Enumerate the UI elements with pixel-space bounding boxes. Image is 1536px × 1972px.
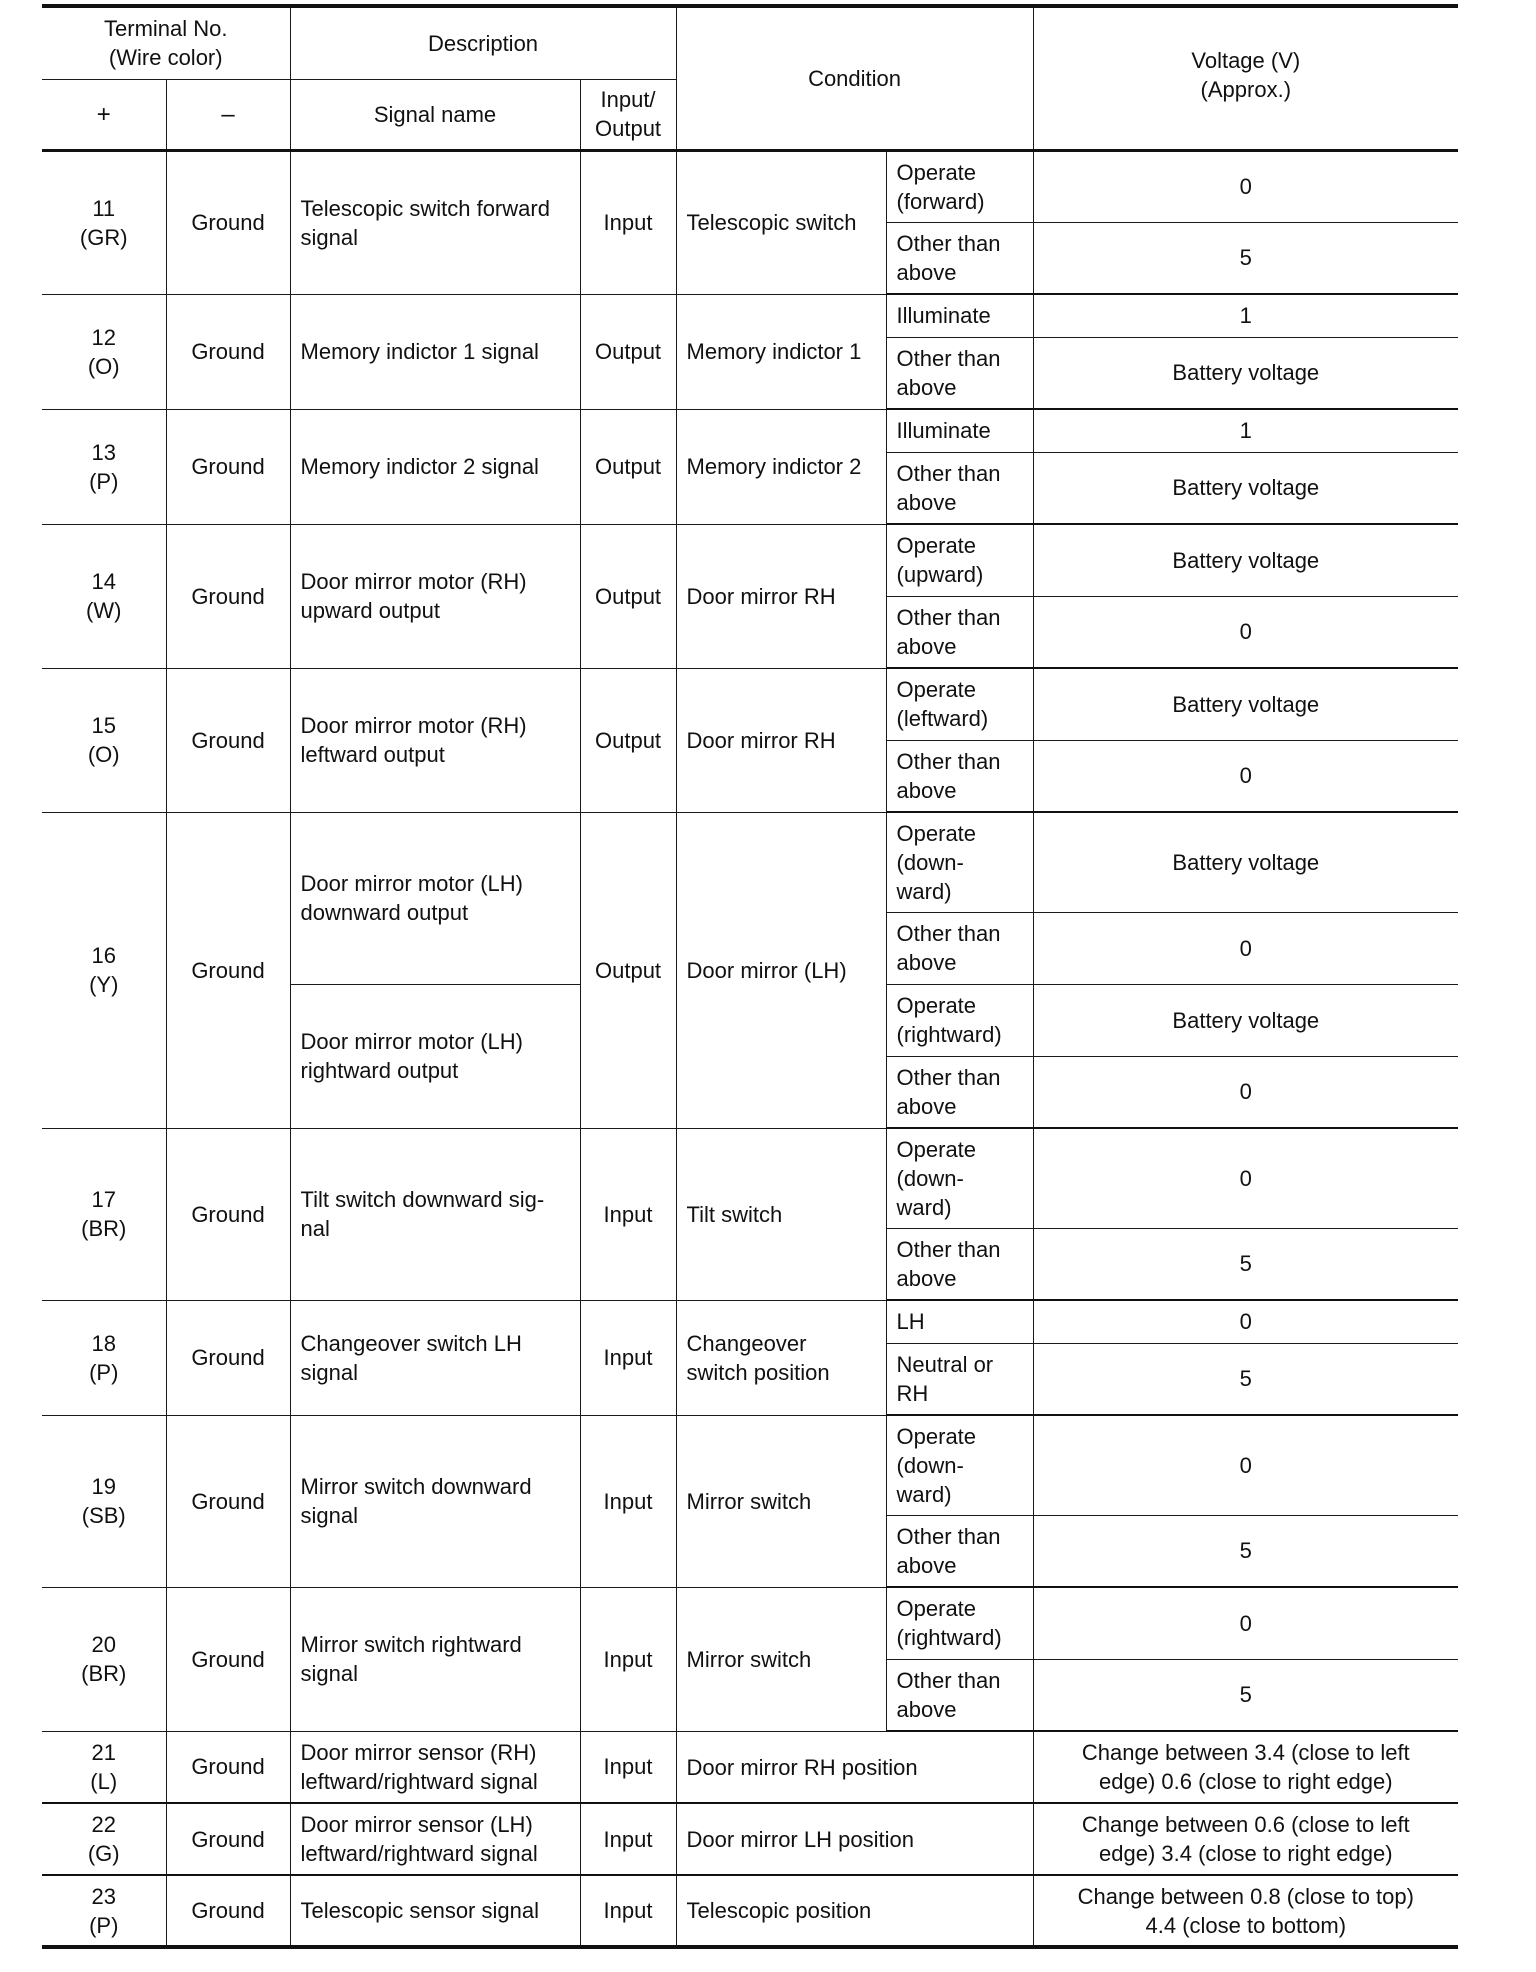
condition-state: Operate (upward) — [886, 524, 1033, 596]
condition-state: Operate (down- ward) — [886, 1128, 1033, 1228]
voltage-cell: 0 — [1033, 740, 1458, 812]
voltage-cell: Change between 0.6 (close to left edge) 3.4 (close to right edge) — [1033, 1803, 1458, 1875]
condition-cell: Mirror switch — [676, 1415, 886, 1587]
condition-cell: Door mirror RH — [676, 524, 886, 668]
voltage-cell: Battery voltage — [1033, 452, 1458, 524]
voltage-cell: 5 — [1033, 1659, 1458, 1731]
condition-state: Other than above — [886, 912, 1033, 984]
condition-cell: Telescopic switch — [676, 150, 886, 294]
ground-cell: Ground — [166, 150, 290, 294]
condition-state: Other than above — [886, 1056, 1033, 1128]
ground-cell: Ground — [166, 409, 290, 524]
condition-cell: Memory indictor 2 — [676, 409, 886, 524]
header-description: Description — [290, 6, 676, 79]
condition-cell: Door mirror (LH) — [676, 812, 886, 1128]
voltage-cell: 0 — [1033, 150, 1458, 222]
signal-name-cell: Mirror switch downward signal — [290, 1415, 580, 1587]
condition-state: Other than above — [886, 452, 1033, 524]
io-cell: Output — [580, 812, 676, 1128]
signal-name-cell: Door mirror motor (LH) downward output — [290, 812, 580, 984]
condition-state: Neutral or RH — [886, 1343, 1033, 1415]
terminal-number: 16 (Y) — [42, 812, 166, 1128]
io-cell: Input — [580, 150, 676, 294]
voltage-cell: 0 — [1033, 1415, 1458, 1515]
voltage-cell: Battery voltage — [1033, 524, 1458, 596]
condition-cell: Telescopic position — [676, 1875, 1033, 1947]
header-terminal-no: Terminal No. (Wire color) — [42, 6, 290, 79]
io-cell: Output — [580, 294, 676, 409]
terminal-number: 12 (O) — [42, 294, 166, 409]
voltage-cell: Battery voltage — [1033, 984, 1458, 1056]
condition-state: Operate (forward) — [886, 150, 1033, 222]
condition-cell: Memory indictor 1 — [676, 294, 886, 409]
ground-cell: Ground — [166, 1587, 290, 1731]
io-cell: Input — [580, 1300, 676, 1415]
signal-name-cell: Door mirror motor (RH) upward output — [290, 524, 580, 668]
io-cell: Output — [580, 524, 676, 668]
voltage-cell: Change between 3.4 (close to left edge) 0.6 (close to right edge) — [1033, 1731, 1458, 1803]
ground-cell: Ground — [166, 294, 290, 409]
terminal-number: 19 (SB) — [42, 1415, 166, 1587]
voltage-cell: 5 — [1033, 1343, 1458, 1415]
terminal-number: 18 (P) — [42, 1300, 166, 1415]
voltage-cell: 1 — [1033, 294, 1458, 337]
signal-name-cell: Door mirror motor (RH) leftward output — [290, 668, 580, 812]
signal-name-cell: Door mirror sensor (RH) leftward/rightward signal — [290, 1731, 580, 1803]
header-plus: + — [42, 79, 166, 150]
io-cell: Output — [580, 409, 676, 524]
io-cell: Input — [580, 1731, 676, 1803]
voltage-cell: 0 — [1033, 1587, 1458, 1659]
condition-state: Other than above — [886, 1659, 1033, 1731]
condition-state: Operate (down- ward) — [886, 812, 1033, 912]
terminal-spec-table — [42, 4, 1458, 1949]
io-cell: Input — [580, 1587, 676, 1731]
voltage-cell: 1 — [1033, 409, 1458, 452]
header-voltage: Voltage (V) (Approx.) — [1033, 6, 1458, 150]
signal-name-cell: Mirror switch rightward signal — [290, 1587, 580, 1731]
signal-name-cell: Memory indictor 2 signal — [290, 409, 580, 524]
header-input-output: Input/ Output — [580, 79, 676, 150]
voltage-cell: 5 — [1033, 222, 1458, 294]
condition-state: Operate (rightward) — [886, 1587, 1033, 1659]
terminal-number: 22 (G) — [42, 1803, 166, 1875]
terminal-table-container — [42, 4, 1458, 1949]
condition-cell: Changeover switch position — [676, 1300, 886, 1415]
signal-name-cell: Changeover switch LH signal — [290, 1300, 580, 1415]
io-cell: Input — [580, 1803, 676, 1875]
ground-cell: Ground — [166, 1300, 290, 1415]
ground-cell: Ground — [166, 1731, 290, 1803]
signal-name-cell: Tilt switch downward sig- nal — [290, 1128, 580, 1300]
ground-cell: Ground — [166, 668, 290, 812]
condition-state: Other than above — [886, 222, 1033, 294]
condition-cell: Mirror switch — [676, 1587, 886, 1731]
condition-cell: Tilt switch — [676, 1128, 886, 1300]
condition-state: Other than above — [886, 596, 1033, 668]
terminal-number: 17 (BR) — [42, 1128, 166, 1300]
ground-cell: Ground — [166, 1875, 290, 1947]
ground-cell: Ground — [166, 812, 290, 1128]
header-minus: – — [166, 79, 290, 150]
ground-cell: Ground — [166, 524, 290, 668]
terminal-number: 14 (W) — [42, 524, 166, 668]
condition-state: Operate (leftward) — [886, 668, 1033, 740]
condition-state: Other than above — [886, 740, 1033, 812]
voltage-cell: 0 — [1033, 1056, 1458, 1128]
header-signal-name: Signal name — [290, 79, 580, 150]
condition-state: Illuminate — [886, 294, 1033, 337]
voltage-cell: Change between 0.8 (close to top) 4.4 (close to bottom) — [1033, 1875, 1458, 1947]
condition-cell: Door mirror LH position — [676, 1803, 1033, 1875]
terminal-number: 23 (P) — [42, 1875, 166, 1947]
voltage-cell: 0 — [1033, 1128, 1458, 1228]
io-cell: Input — [580, 1415, 676, 1587]
voltage-cell: Battery voltage — [1033, 812, 1458, 912]
terminal-number: 13 (P) — [42, 409, 166, 524]
voltage-cell: 5 — [1033, 1515, 1458, 1587]
signal-name-cell: Telescopic sensor signal — [290, 1875, 580, 1947]
condition-cell: Door mirror RH position — [676, 1731, 1033, 1803]
terminal-number: 15 (O) — [42, 668, 166, 812]
condition-state: Illuminate — [886, 409, 1033, 452]
ground-cell: Ground — [166, 1803, 290, 1875]
ground-cell: Ground — [166, 1415, 290, 1587]
condition-cell: Door mirror RH — [676, 668, 886, 812]
header-condition: Condition — [676, 6, 1033, 150]
io-cell: Input — [580, 1128, 676, 1300]
terminal-number: 21 (L) — [42, 1731, 166, 1803]
terminal-number: 11 (GR) — [42, 150, 166, 294]
signal-name-cell: Memory indictor 1 signal — [290, 294, 580, 409]
condition-state: Other than above — [886, 1515, 1033, 1587]
io-cell: Input — [580, 1875, 676, 1947]
condition-state: Operate (down- ward) — [886, 1415, 1033, 1515]
ground-cell: Ground — [166, 1128, 290, 1300]
voltage-cell: 0 — [1033, 596, 1458, 668]
signal-name-cell: Door mirror sensor (LH) leftward/rightward signal — [290, 1803, 580, 1875]
voltage-cell: 0 — [1033, 912, 1458, 984]
io-cell: Output — [580, 668, 676, 812]
signal-name-cell: Door mirror motor (LH) rightward output — [290, 984, 580, 1128]
condition-state: Operate (rightward) — [886, 984, 1033, 1056]
condition-state: Other than above — [886, 337, 1033, 409]
voltage-cell: Battery voltage — [1033, 337, 1458, 409]
signal-name-cell: Telescopic switch forward signal — [290, 150, 580, 294]
voltage-cell: 5 — [1033, 1228, 1458, 1300]
condition-state: Other than above — [886, 1228, 1033, 1300]
voltage-cell: 0 — [1033, 1300, 1458, 1343]
condition-state: LH — [886, 1300, 1033, 1343]
voltage-cell: Battery voltage — [1033, 668, 1458, 740]
terminal-number: 20 (BR) — [42, 1587, 166, 1731]
